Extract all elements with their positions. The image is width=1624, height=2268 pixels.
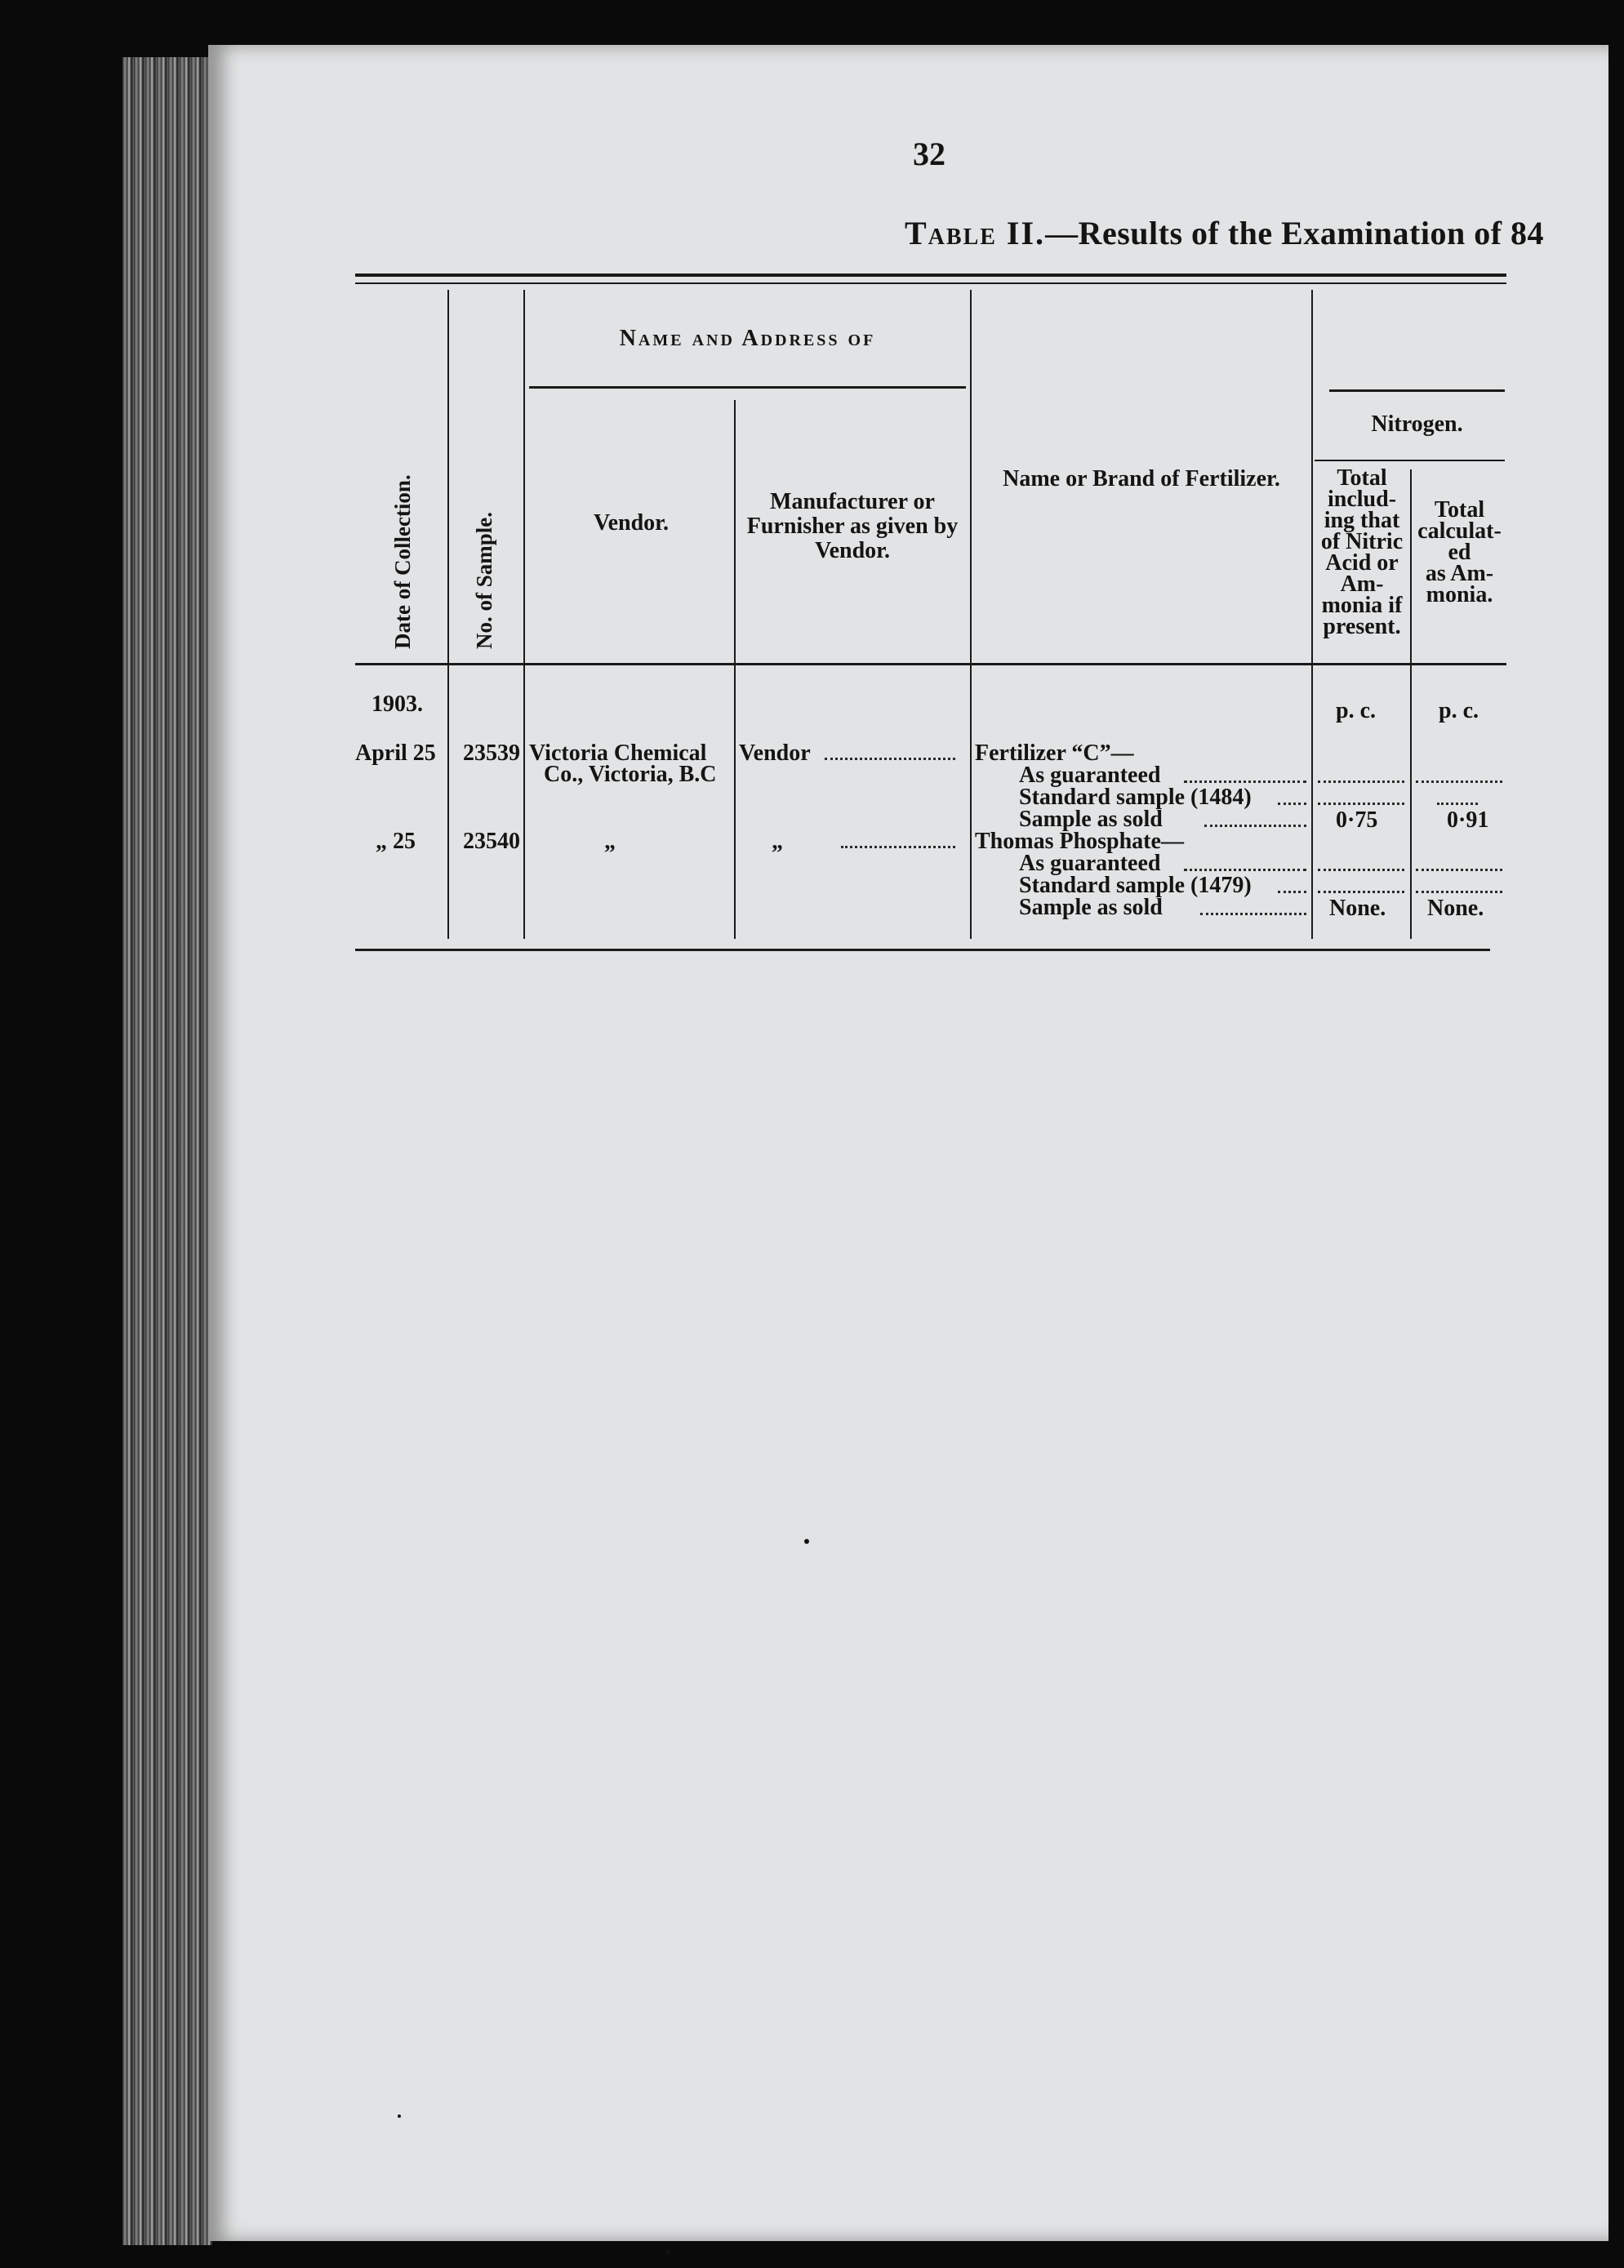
header-brand: Name or Brand of Fertilizer. — [1003, 466, 1280, 491]
leader-dots — [1184, 780, 1306, 783]
subrow-label: Sample as sold — [1019, 807, 1163, 832]
row-vendor: „ — [604, 829, 616, 854]
header-name-address-group: Name and Address of — [619, 326, 876, 351]
nitrogen-rule-top — [1329, 389, 1505, 392]
row-date: April 25 — [355, 740, 436, 766]
row-date: „ 25 — [376, 829, 416, 854]
leader-dots — [1318, 869, 1404, 871]
row-sample-no: 23540 — [463, 829, 520, 854]
nitrogen-rule-sub — [1315, 460, 1505, 461]
col-rule-6 — [1410, 469, 1412, 939]
nitrogen-total-line: includ- — [1327, 487, 1397, 512]
row-manufacturer: „ — [772, 829, 783, 854]
row-vendor: Victoria Chemical — [529, 740, 707, 766]
book-page — [208, 45, 1608, 2241]
book-spine — [122, 57, 212, 2245]
table-title — [905, 214, 1544, 252]
subrow-total: None. — [1329, 896, 1386, 921]
col-rule-5 — [1311, 290, 1313, 939]
unit-total: p. c. — [1336, 698, 1376, 723]
row-brand: Fertilizer “C”— — [975, 740, 1134, 766]
leader-dots — [1318, 780, 1404, 783]
nitrogen-total-line: present. — [1323, 614, 1401, 639]
scan-speck — [398, 2115, 401, 2118]
top-rule — [355, 273, 1506, 277]
subrow-label: As guaranteed — [1019, 763, 1161, 788]
col-rule-3 — [734, 400, 736, 939]
leader-dots — [1278, 891, 1306, 893]
row-brand: Thomas Phosphate— — [975, 829, 1184, 854]
subrow-ammonia: None. — [1427, 896, 1484, 921]
page-number: 32 — [913, 136, 945, 172]
leader-dots — [1318, 891, 1404, 893]
nitrogen-total-line: ing that — [1324, 508, 1400, 533]
leader-dots — [1416, 780, 1502, 783]
header-nitrogen-ammonia — [1413, 497, 1506, 607]
col-rule-1 — [447, 290, 449, 939]
leader-dots — [1416, 869, 1502, 871]
leader-dots — [1437, 803, 1478, 805]
header-date-of-collection: Date of Collection. — [390, 474, 415, 649]
subrow-label: Standard sample (1479) — [1019, 873, 1252, 898]
nitrogen-ammonia-line: ed — [1448, 540, 1471, 565]
col-rule-2 — [523, 290, 525, 939]
subrow-label: Sample as sold — [1019, 895, 1163, 920]
leader-dots — [1318, 803, 1404, 805]
nitrogen-ammonia-line: monia. — [1426, 582, 1493, 607]
table-title-prefix: Table II. — [905, 215, 1046, 251]
nitrogen-total-line: of Nitric — [1320, 529, 1404, 554]
row-sample-no: 23539 — [463, 740, 520, 766]
nitrogen-total-line: Acid or — [1325, 550, 1399, 576]
nitrogen-total-line: Am- — [1340, 571, 1384, 597]
scan-speck — [665, 2249, 670, 2254]
subrow-ammonia: 0·91 — [1447, 807, 1489, 833]
subrow-total: 0·75 — [1336, 807, 1378, 833]
header-manufacturer: Manufacturer or Furnisher as given by Vendor. — [746, 489, 959, 563]
header-nitrogen-total — [1315, 465, 1409, 639]
row-manufacturer: Vendor — [739, 740, 811, 766]
nitrogen-total-line: monia if — [1321, 593, 1403, 618]
header-bottom-rule — [355, 663, 1506, 665]
nitrogen-total-line: Total — [1337, 465, 1387, 491]
top-rule-thin — [355, 282, 1506, 284]
subrow-label: Standard sample (1484) — [1019, 785, 1252, 810]
nitrogen-ammonia-line: Total — [1434, 497, 1485, 523]
leader-dots — [1184, 869, 1306, 871]
name-address-rule — [529, 386, 966, 389]
unit-ammonia: p. c. — [1439, 698, 1479, 723]
table-title-rest: —Results of the Examination of 84 — [1045, 215, 1545, 251]
subrow-label: As guaranteed — [1019, 851, 1161, 876]
scan-speck — [804, 1539, 809, 1544]
leader-dots — [825, 758, 955, 760]
leader-dots — [1278, 803, 1306, 805]
col-rule-4 — [970, 290, 972, 939]
table-bottom-rule — [355, 949, 1490, 951]
leader-dots — [1204, 825, 1306, 827]
leader-dots — [1200, 913, 1306, 915]
nitrogen-ammonia-line: calculat- — [1417, 518, 1502, 544]
row-vendor: Co., Victoria, B.C — [544, 762, 717, 787]
leader-dots — [1416, 891, 1502, 893]
header-nitrogen-group: Nitrogen. — [1371, 411, 1463, 437]
year-label: 1903. — [372, 692, 423, 717]
nitrogen-ammonia-line: as Am- — [1425, 561, 1494, 586]
header-sample-no: No. of Sample. — [472, 512, 496, 649]
header-vendor: Vendor. — [593, 510, 670, 536]
leader-dots — [841, 846, 955, 848]
